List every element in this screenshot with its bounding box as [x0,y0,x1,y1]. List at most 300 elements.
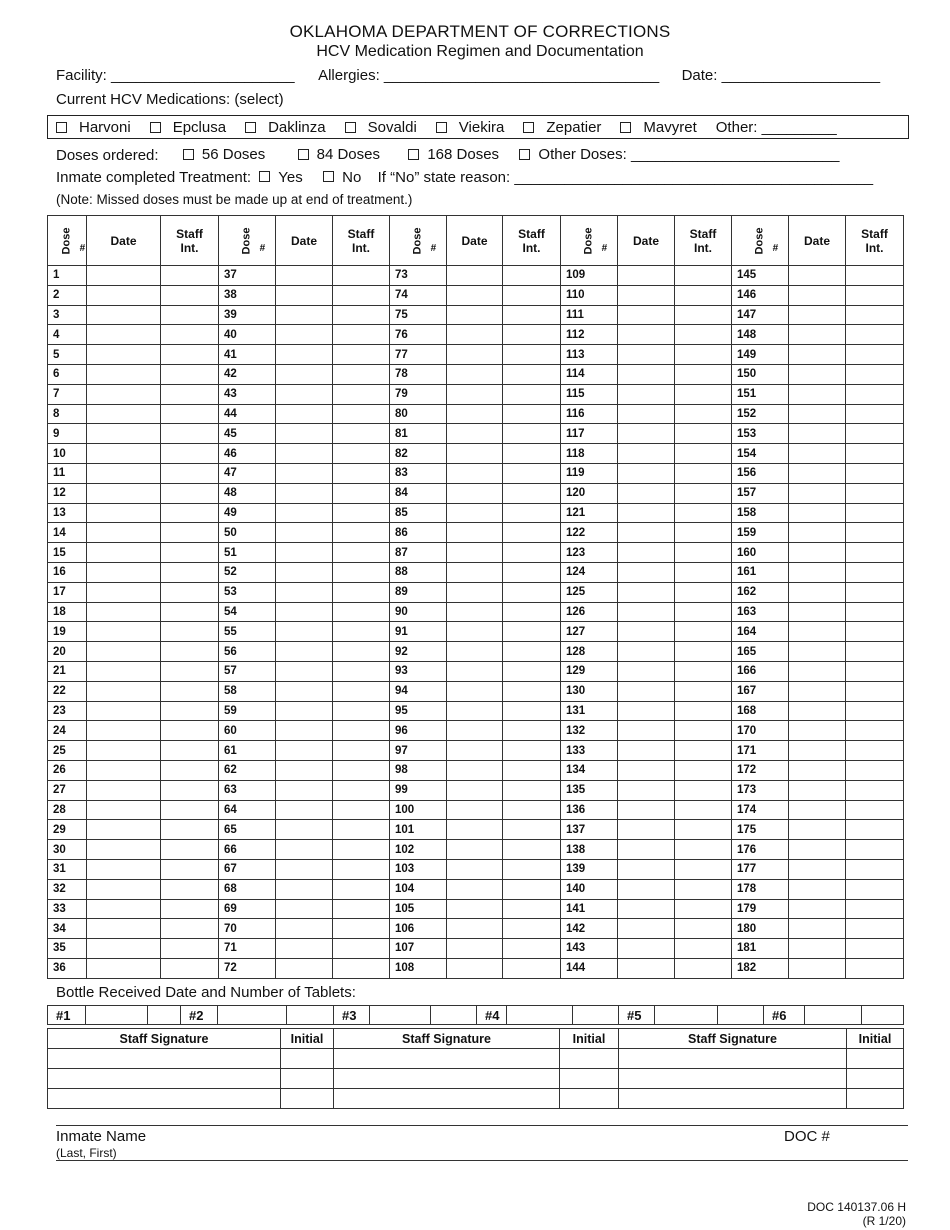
staff-int-cell[interactable] [333,661,390,681]
staff-int-cell[interactable] [675,602,732,622]
med-option-harvoni[interactable]: Harvoni [56,119,131,136]
date-cell[interactable] [618,543,675,563]
date-cell[interactable] [447,840,503,860]
dose-option-84[interactable]: 84 Doses [298,146,380,163]
staff-int-cell[interactable] [675,364,732,384]
staff-int-cell[interactable] [503,859,561,879]
date-cell[interactable] [276,364,333,384]
date-cell[interactable] [276,404,333,424]
date-cell[interactable] [618,602,675,622]
date-cell[interactable] [87,840,161,860]
staff-int-cell[interactable] [333,266,390,286]
date-cell[interactable] [618,582,675,602]
allergies-field[interactable]: Allergies: _________________________________ [318,67,660,84]
staff-int-cell[interactable] [846,760,904,780]
staff-int-cell[interactable] [846,364,904,384]
date-cell[interactable] [87,523,161,543]
staff-int-cell[interactable] [503,424,561,444]
date-cell[interactable] [276,681,333,701]
staff-int-cell[interactable] [161,285,219,305]
initial-cell[interactable] [847,1049,904,1069]
staff-int-cell[interactable] [161,642,219,662]
initial-cell[interactable] [847,1089,904,1109]
date-cell[interactable] [447,899,503,919]
staff-int-cell[interactable] [333,622,390,642]
staff-int-cell[interactable] [846,859,904,879]
date-cell[interactable] [87,780,161,800]
staff-int-cell[interactable] [333,424,390,444]
date-cell[interactable] [447,939,503,959]
staff-int-cell[interactable] [161,503,219,523]
staff-int-cell[interactable] [675,661,732,681]
date-cell[interactable] [276,384,333,404]
date-cell[interactable] [618,840,675,860]
date-cell[interactable] [447,444,503,464]
staff-int-cell[interactable] [503,780,561,800]
date-cell[interactable] [618,958,675,978]
date-cell[interactable] [276,562,333,582]
staff-int-cell[interactable] [503,721,561,741]
staff-int-cell[interactable] [846,404,904,424]
staff-int-cell[interactable] [503,463,561,483]
date-cell[interactable] [276,325,333,345]
date-cell[interactable] [87,582,161,602]
staff-int-cell[interactable] [503,523,561,543]
staff-int-cell[interactable] [846,622,904,642]
date-cell[interactable] [447,582,503,602]
bottle-cell[interactable] [370,1006,431,1025]
date-cell[interactable] [447,305,503,325]
staff-int-cell[interactable] [675,404,732,424]
staff-int-cell[interactable] [503,840,561,860]
date-cell[interactable] [789,939,846,959]
staff-int-cell[interactable] [161,266,219,286]
date-cell[interactable] [447,345,503,365]
staff-int-cell[interactable] [503,266,561,286]
med-option-other[interactable]: Other: _________ [715,118,837,136]
staff-int-cell[interactable] [675,266,732,286]
staff-int-cell[interactable] [675,701,732,721]
date-cell[interactable] [447,642,503,662]
staff-int-cell[interactable] [846,463,904,483]
staff-int-cell[interactable] [846,721,904,741]
date-cell[interactable] [276,622,333,642]
date-cell[interactable] [789,919,846,939]
date-cell[interactable] [618,285,675,305]
date-cell[interactable] [789,899,846,919]
date-cell[interactable] [447,741,503,761]
staff-int-cell[interactable] [503,562,561,582]
date-cell[interactable] [447,523,503,543]
date-cell[interactable] [447,721,503,741]
staff-int-cell[interactable] [503,701,561,721]
bottle-cell[interactable] [287,1006,334,1025]
staff-int-cell[interactable] [846,602,904,622]
initial-cell[interactable] [560,1069,619,1089]
date-cell[interactable] [447,266,503,286]
staff-int-cell[interactable] [846,958,904,978]
dose-option-other[interactable]: Other Doses: _________________________ [519,146,839,163]
signature-cell[interactable] [48,1069,281,1089]
staff-int-cell[interactable] [846,919,904,939]
initial-cell[interactable] [281,1049,334,1069]
staff-int-cell[interactable] [161,661,219,681]
date-cell[interactable] [789,325,846,345]
staff-int-cell[interactable] [161,543,219,563]
date-field[interactable]: Date: ___________________ [681,67,881,84]
staff-int-cell[interactable] [333,364,390,384]
bottle-cell[interactable] [655,1006,718,1025]
date-cell[interactable] [618,266,675,286]
date-cell[interactable] [87,741,161,761]
staff-int-cell[interactable] [161,523,219,543]
date-cell[interactable] [276,958,333,978]
date-cell[interactable] [87,879,161,899]
staff-int-cell[interactable] [161,305,219,325]
checkbox-icon[interactable] [323,171,334,182]
date-cell[interactable] [87,503,161,523]
med-option-mavyret[interactable]: Mavyret [620,119,696,136]
date-cell[interactable] [87,384,161,404]
staff-int-cell[interactable] [161,562,219,582]
date-cell[interactable] [789,820,846,840]
staff-int-cell[interactable] [333,840,390,860]
date-cell[interactable] [789,543,846,563]
date-cell[interactable] [618,424,675,444]
date-cell[interactable] [276,444,333,464]
staff-int-cell[interactable] [675,681,732,701]
staff-int-cell[interactable] [161,840,219,860]
staff-int-cell[interactable] [846,384,904,404]
staff-int-cell[interactable] [846,543,904,563]
date-cell[interactable] [87,681,161,701]
date-cell[interactable] [276,602,333,622]
date-cell[interactable] [789,800,846,820]
staff-int-cell[interactable] [675,780,732,800]
signature-cell[interactable] [334,1069,560,1089]
date-cell[interactable] [447,364,503,384]
date-cell[interactable] [276,483,333,503]
staff-int-cell[interactable] [503,384,561,404]
staff-int-cell[interactable] [846,266,904,286]
date-cell[interactable] [87,266,161,286]
date-cell[interactable] [276,582,333,602]
staff-int-cell[interactable] [333,384,390,404]
date-cell[interactable] [87,364,161,384]
checkbox-icon[interactable] [56,122,67,133]
staff-int-cell[interactable] [333,404,390,424]
staff-int-cell[interactable] [675,285,732,305]
date-cell[interactable] [276,463,333,483]
staff-int-cell[interactable] [675,483,732,503]
date-cell[interactable] [618,820,675,840]
date-cell[interactable] [447,661,503,681]
date-cell[interactable] [87,483,161,503]
date-cell[interactable] [87,642,161,662]
date-cell[interactable] [789,661,846,681]
staff-int-cell[interactable] [503,939,561,959]
staff-int-cell[interactable] [333,780,390,800]
date-cell[interactable] [789,562,846,582]
staff-int-cell[interactable] [846,681,904,701]
date-cell[interactable] [87,899,161,919]
bottle-cell[interactable] [218,1006,287,1025]
date-cell[interactable] [87,424,161,444]
staff-int-cell[interactable] [675,859,732,879]
date-cell[interactable] [276,661,333,681]
date-cell[interactable] [87,800,161,820]
initial-cell[interactable] [560,1049,619,1069]
staff-int-cell[interactable] [846,642,904,662]
staff-int-cell[interactable] [333,939,390,959]
date-cell[interactable] [447,760,503,780]
date-cell[interactable] [789,364,846,384]
date-cell[interactable] [276,285,333,305]
staff-int-cell[interactable] [333,345,390,365]
bottle-cell[interactable] [862,1006,904,1025]
staff-int-cell[interactable] [846,562,904,582]
date-cell[interactable] [276,424,333,444]
staff-int-cell[interactable] [333,325,390,345]
date-cell[interactable] [447,800,503,820]
staff-int-cell[interactable] [161,424,219,444]
date-cell[interactable] [447,483,503,503]
bottle-cell[interactable] [718,1006,764,1025]
staff-int-cell[interactable] [846,661,904,681]
staff-int-cell[interactable] [675,820,732,840]
date-cell[interactable] [87,760,161,780]
med-option-epclusa[interactable]: Epclusa [150,119,226,136]
bottle-cell[interactable] [148,1006,181,1025]
signature-cell[interactable] [619,1049,847,1069]
staff-int-cell[interactable] [161,681,219,701]
date-cell[interactable] [447,463,503,483]
date-cell[interactable] [789,701,846,721]
staff-int-cell[interactable] [333,285,390,305]
date-cell[interactable] [87,820,161,840]
staff-int-cell[interactable] [675,721,732,741]
staff-int-cell[interactable] [675,879,732,899]
staff-int-cell[interactable] [333,305,390,325]
date-cell[interactable] [447,384,503,404]
staff-int-cell[interactable] [846,701,904,721]
staff-int-cell[interactable] [161,958,219,978]
date-cell[interactable] [618,562,675,582]
date-cell[interactable] [87,939,161,959]
checkbox-icon[interactable] [345,122,356,133]
staff-int-cell[interactable] [161,859,219,879]
staff-int-cell[interactable] [161,444,219,464]
staff-int-cell[interactable] [846,523,904,543]
staff-int-cell[interactable] [333,701,390,721]
staff-int-cell[interactable] [846,325,904,345]
date-cell[interactable] [789,622,846,642]
staff-int-cell[interactable] [161,345,219,365]
staff-int-cell[interactable] [161,879,219,899]
date-cell[interactable] [276,305,333,325]
staff-int-cell[interactable] [333,879,390,899]
date-cell[interactable] [618,404,675,424]
date-cell[interactable] [276,939,333,959]
staff-int-cell[interactable] [675,424,732,444]
checkbox-icon[interactable] [523,122,534,133]
date-cell[interactable] [447,404,503,424]
staff-int-cell[interactable] [503,760,561,780]
staff-int-cell[interactable] [161,463,219,483]
dose-option-168[interactable]: 168 Doses [408,146,499,163]
date-cell[interactable] [276,859,333,879]
staff-int-cell[interactable] [161,899,219,919]
bottle-cell[interactable] [507,1006,573,1025]
signature-cell[interactable] [619,1069,847,1089]
date-cell[interactable] [618,760,675,780]
staff-int-cell[interactable] [675,582,732,602]
staff-int-cell[interactable] [161,602,219,622]
date-cell[interactable] [789,859,846,879]
completion-reason[interactable]: If “No” state reason: ___________________________________________ [377,169,874,186]
staff-int-cell[interactable] [161,820,219,840]
staff-int-cell[interactable] [503,285,561,305]
staff-int-cell[interactable] [503,741,561,761]
staff-int-cell[interactable] [333,582,390,602]
date-cell[interactable] [789,305,846,325]
dose-option-56[interactable]: 56 Doses [183,146,265,163]
checkbox-icon[interactable] [150,122,161,133]
date-cell[interactable] [447,622,503,642]
date-cell[interactable] [618,939,675,959]
date-cell[interactable] [618,325,675,345]
staff-int-cell[interactable] [675,523,732,543]
staff-int-cell[interactable] [503,602,561,622]
checkbox-icon[interactable] [259,171,270,182]
staff-int-cell[interactable] [333,919,390,939]
signature-cell[interactable] [48,1049,281,1069]
date-cell[interactable] [276,721,333,741]
staff-int-cell[interactable] [333,483,390,503]
bottle-cell[interactable] [805,1006,862,1025]
date-cell[interactable] [276,879,333,899]
date-cell[interactable] [618,859,675,879]
staff-int-cell[interactable] [161,622,219,642]
date-cell[interactable] [87,562,161,582]
date-cell[interactable] [87,345,161,365]
date-cell[interactable] [87,859,161,879]
date-cell[interactable] [789,483,846,503]
date-cell[interactable] [618,919,675,939]
date-cell[interactable] [87,919,161,939]
date-cell[interactable] [87,444,161,464]
date-cell[interactable] [789,404,846,424]
staff-int-cell[interactable] [846,503,904,523]
date-cell[interactable] [789,523,846,543]
staff-int-cell[interactable] [333,602,390,622]
initial-cell[interactable] [847,1069,904,1089]
med-option-sovaldi[interactable]: Sovaldi [345,119,417,136]
date-cell[interactable] [447,820,503,840]
staff-int-cell[interactable] [161,919,219,939]
date-cell[interactable] [789,681,846,701]
date-cell[interactable] [789,463,846,483]
staff-int-cell[interactable] [333,523,390,543]
staff-int-cell[interactable] [503,820,561,840]
facility-field[interactable]: Facility: ______________________ [56,67,295,84]
staff-int-cell[interactable] [503,543,561,563]
date-cell[interactable] [276,503,333,523]
date-cell[interactable] [789,958,846,978]
staff-int-cell[interactable] [333,859,390,879]
staff-int-cell[interactable] [846,345,904,365]
date-cell[interactable] [618,661,675,681]
staff-int-cell[interactable] [675,622,732,642]
med-option-viekira[interactable]: Viekira [436,119,505,136]
date-cell[interactable] [789,384,846,404]
date-cell[interactable] [789,642,846,662]
staff-int-cell[interactable] [846,444,904,464]
staff-int-cell[interactable] [503,305,561,325]
date-cell[interactable] [447,780,503,800]
staff-int-cell[interactable] [161,701,219,721]
date-cell[interactable] [447,285,503,305]
staff-int-cell[interactable] [503,681,561,701]
date-cell[interactable] [618,622,675,642]
date-cell[interactable] [276,840,333,860]
staff-int-cell[interactable] [503,879,561,899]
staff-int-cell[interactable] [333,958,390,978]
date-cell[interactable] [618,800,675,820]
staff-int-cell[interactable] [675,444,732,464]
date-cell[interactable] [789,721,846,741]
date-cell[interactable] [789,444,846,464]
staff-int-cell[interactable] [503,503,561,523]
staff-int-cell[interactable] [846,820,904,840]
date-cell[interactable] [618,483,675,503]
date-cell[interactable] [87,404,161,424]
staff-int-cell[interactable] [333,800,390,820]
date-cell[interactable] [789,266,846,286]
staff-int-cell[interactable] [846,780,904,800]
checkbox-icon[interactable] [436,122,447,133]
staff-int-cell[interactable] [675,919,732,939]
date-cell[interactable] [87,958,161,978]
checkbox-icon[interactable] [519,149,530,160]
date-cell[interactable] [447,701,503,721]
staff-int-cell[interactable] [503,642,561,662]
staff-int-cell[interactable] [333,444,390,464]
date-cell[interactable] [87,463,161,483]
initial-cell[interactable] [281,1069,334,1089]
signature-cell[interactable] [334,1049,560,1069]
date-cell[interactable] [276,523,333,543]
date-cell[interactable] [789,760,846,780]
staff-int-cell[interactable] [503,582,561,602]
signature-cell[interactable] [334,1089,560,1109]
date-cell[interactable] [87,325,161,345]
date-cell[interactable] [87,701,161,721]
initial-cell[interactable] [281,1089,334,1109]
date-cell[interactable] [87,622,161,642]
date-cell[interactable] [447,543,503,563]
med-option-zepatier[interactable]: Zepatier [523,119,601,136]
staff-int-cell[interactable] [161,404,219,424]
date-cell[interactable] [276,919,333,939]
staff-int-cell[interactable] [503,661,561,681]
staff-int-cell[interactable] [161,483,219,503]
date-cell[interactable] [447,325,503,345]
staff-int-cell[interactable] [675,305,732,325]
staff-int-cell[interactable] [675,642,732,662]
staff-int-cell[interactable] [846,939,904,959]
date-cell[interactable] [789,285,846,305]
